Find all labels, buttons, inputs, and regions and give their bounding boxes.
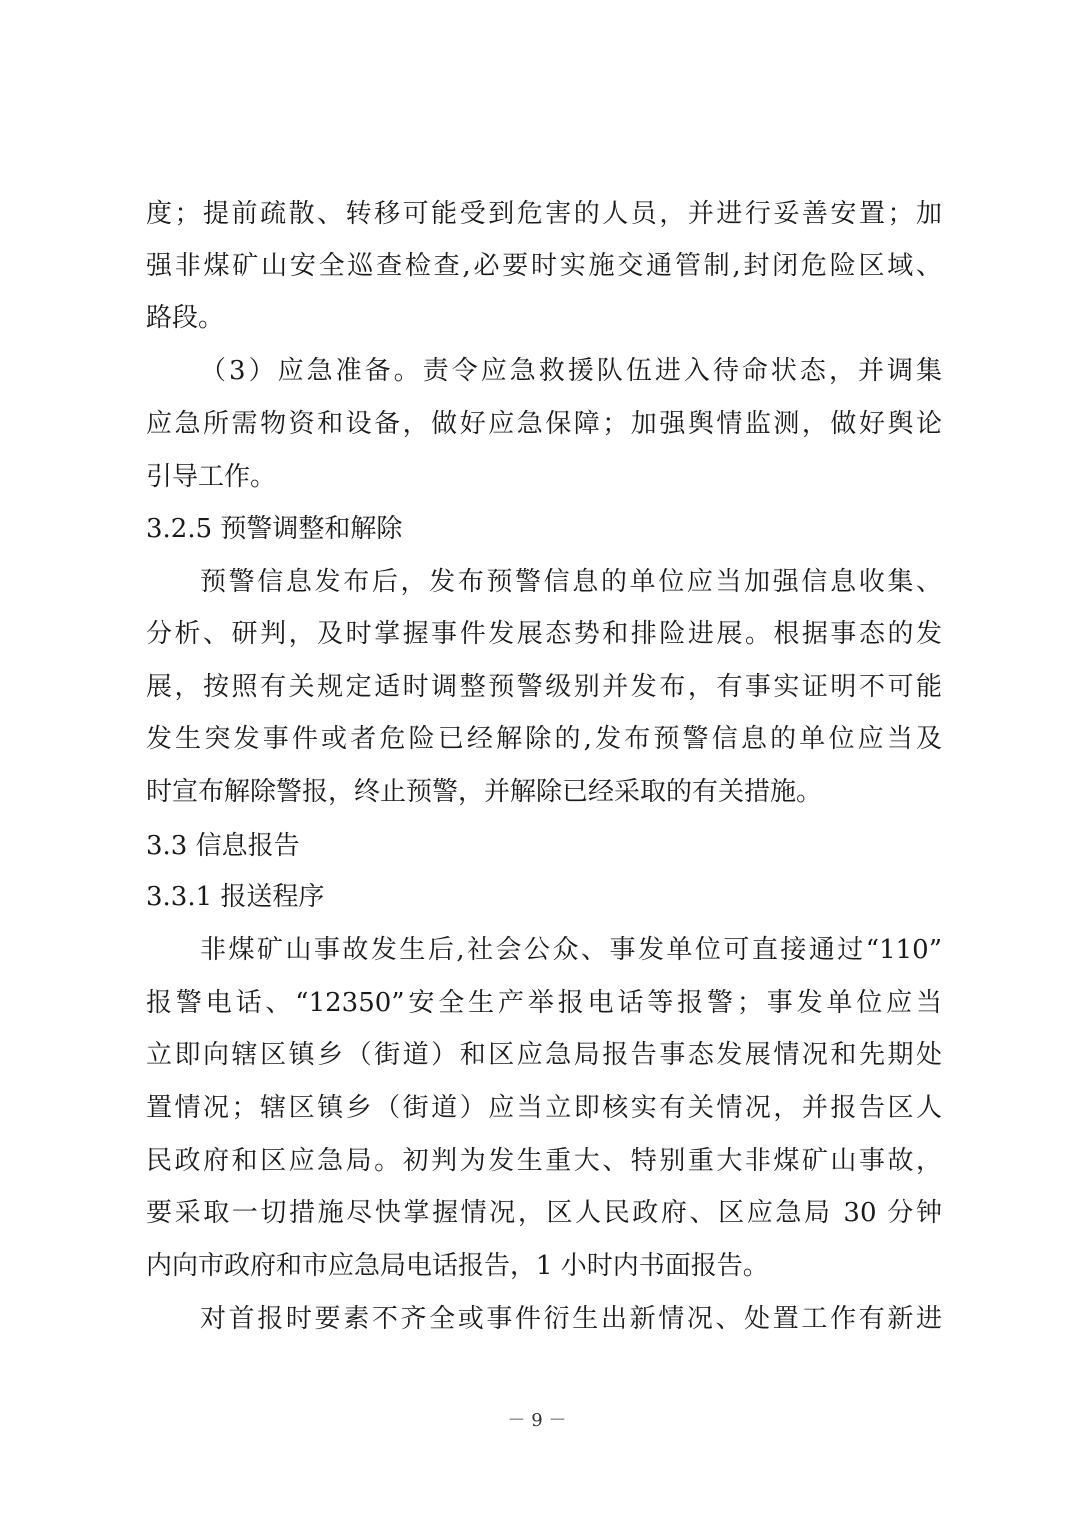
paragraph-line: 度；提前疏散、转移可能受到危害的人员，并进行妥善安置；加 xyxy=(146,199,942,229)
section-heading: 3.3.1 报送程序 xyxy=(146,882,325,912)
paragraph-line: 非煤矿山事故发生后,社会公众、事发单位可直接通过“110” xyxy=(200,935,942,965)
section-heading: 3.3 信息报告 xyxy=(146,831,300,861)
paragraph-line: 引导工作。 xyxy=(146,462,277,492)
paragraph-line: 要采取一切措施尽快掌握情况，区人民政府、区应急局 30 分钟 xyxy=(146,1198,942,1228)
paragraph-line: 置情况；辖区镇乡（街道）应当立即核实有关情况，并报告区人 xyxy=(146,1093,942,1123)
section-heading: 3.2.5 预警调整和解除 xyxy=(146,514,403,544)
paragraph-line: （3）应急准备。责令应急救援队伍进入待命状态，并调集 xyxy=(200,356,942,386)
paragraph-line: 内向市政府和市应急局电话报告，1 小时内书面报告。 xyxy=(146,1251,769,1281)
paragraph-line: 对首报时要素不齐全或事件衍生出新情况、处置工作有新进 xyxy=(200,1304,942,1334)
page-number: － 9 － xyxy=(507,1410,567,1431)
paragraph-line: 时宣布解除警报，终止预警，并解除已经采取的有关措施。 xyxy=(146,777,823,807)
paragraph-line: 强非煤矿山安全巡查检查,必要时实施交通管制,封闭危险区域、 xyxy=(146,251,942,281)
paragraph-line: 应急所需物资和设备，做好应急保障；加强舆情监测，做好舆论 xyxy=(146,409,942,439)
paragraph-line: 发生突发事件或者危险已经解除的,发布预警信息的单位应当及 xyxy=(146,724,942,754)
paragraph-line: 分析、研判，及时掌握事件发展态势和排险进展。根据事态的发 xyxy=(146,619,942,649)
paragraph-line: 预警信息发布后，发布预警信息的单位应当加强信息收集、 xyxy=(200,567,942,597)
paragraph-line: 报警电话、“12350”安全生产举报电话等报警；事发单位应当 xyxy=(146,988,942,1018)
paragraph-line: 展，按照有关规定适时调整预警级别并发布，有事实证明不可能 xyxy=(146,672,942,702)
paragraph-line: 路段。 xyxy=(146,303,225,333)
paragraph-line: 民政府和区应急局。初判为发生重大、特别重大非煤矿山事故， xyxy=(146,1146,942,1176)
paragraph-line: 立即向辖区镇乡（街道）和区应急局报告事态发展情况和先期处 xyxy=(146,1040,942,1070)
